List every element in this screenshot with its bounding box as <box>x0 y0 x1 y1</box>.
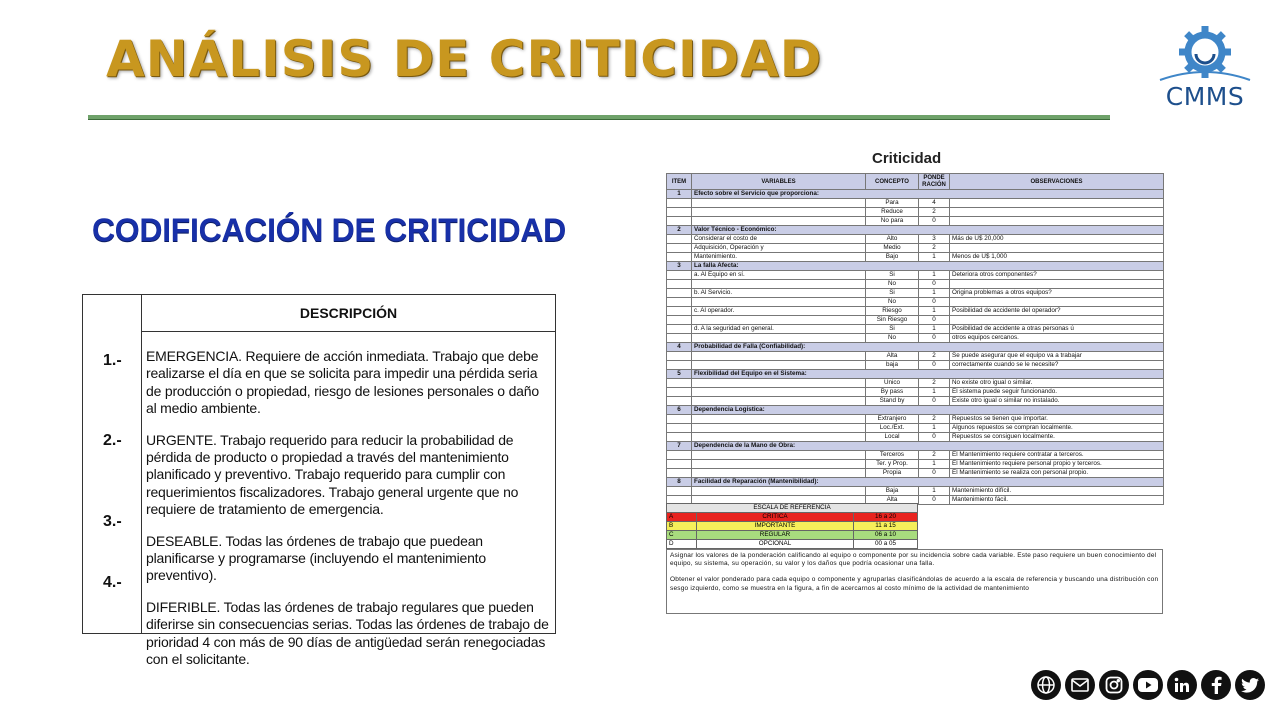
variable-cell: c. Al operador. <box>692 307 866 316</box>
section-label: La falla Afecta: <box>692 262 1164 271</box>
item-cell: 3 <box>667 262 692 271</box>
variable-cell: Considerar el costo de <box>692 235 866 244</box>
section-row <box>667 190 1164 199</box>
item-cell: 8 <box>667 478 692 487</box>
row-number: 1.- <box>103 352 122 369</box>
item-cell <box>667 379 692 388</box>
scale-label: IMPORTANTE <box>697 522 854 531</box>
item-cell <box>667 460 692 469</box>
table-row <box>667 253 1164 262</box>
description-text: URGENTE. Trabajo requerido para reducir la probabilidad de pérdida de producto o propiedad a través del mantenimiento planificado y preventivo. Trabajo requerido para cumplir con requerimientos fiscalizadores. Trabajo general urgente que no requiere de tratamiento de emergencia. <box>146 431 519 518</box>
observation-cell <box>950 298 1164 307</box>
instructions-note <box>666 549 1163 614</box>
weight-cell: 0 <box>919 397 950 406</box>
observation-cell <box>950 199 1164 208</box>
title-divider <box>88 115 1110 120</box>
reference-scale-table <box>666 503 918 549</box>
weight-cell: 1 <box>919 253 950 262</box>
social-links <box>1031 670 1265 704</box>
section-row <box>667 442 1164 451</box>
weight-cell: 2 <box>919 352 950 361</box>
section-row <box>667 406 1164 415</box>
table-row <box>667 379 1164 388</box>
table-row <box>667 208 1164 217</box>
concept-cell: Si <box>866 325 919 334</box>
item-cell: 4 <box>667 343 692 352</box>
variable-cell: Adquisición, Operación y <box>692 244 866 253</box>
table-row <box>667 388 1164 397</box>
observation-cell: El sistema puede seguir funcionando. <box>950 388 1164 397</box>
observation-cell: Repuestos se tienen que importar. <box>950 415 1164 424</box>
scale-label: CRITICA <box>697 513 854 522</box>
observation-cell: Deteriora otros componentes? <box>950 271 1164 280</box>
item-cell <box>667 244 692 253</box>
row-number: 3.- <box>103 513 122 530</box>
observation-cell: El Mantenimiento requiere contratar a terceros. <box>950 451 1164 460</box>
concept-cell: No <box>866 334 919 343</box>
scale-range: 00 a 05 <box>854 540 918 549</box>
section-row <box>667 478 1164 487</box>
observation-cell: Posibilidad de accidente a otras personas ú <box>950 325 1164 334</box>
scale-row <box>667 513 918 522</box>
section-row <box>667 370 1164 379</box>
item-cell <box>667 433 692 442</box>
item-cell: 6 <box>667 406 692 415</box>
observation-cell: correctamente cuando se le necesite? <box>950 361 1164 370</box>
weight-cell: 2 <box>919 415 950 424</box>
item-cell <box>667 397 692 406</box>
section-label: Probabilidad de Falla (Confiabilidad): <box>692 343 1164 352</box>
weight-cell: 1 <box>919 325 950 334</box>
table-row <box>667 334 1164 343</box>
description-header: DESCRIPCIÓN <box>142 295 555 332</box>
variable-cell <box>692 298 866 307</box>
item-cell <box>667 307 692 316</box>
table-row <box>667 199 1164 208</box>
concept-cell: By pass <box>866 388 919 397</box>
table-row <box>667 289 1164 298</box>
table-row <box>667 469 1164 478</box>
scale-letter: C <box>667 531 697 540</box>
variable-cell <box>692 280 866 289</box>
variable-cell <box>692 388 866 397</box>
item-cell <box>667 298 692 307</box>
item-cell: 1 <box>667 190 692 199</box>
variable-cell <box>692 469 866 478</box>
item-cell <box>667 352 692 361</box>
section-label: Facilidad de Reparación (Mantenibilidad): <box>692 478 1164 487</box>
variable-cell <box>692 334 866 343</box>
scale-letter: D <box>667 540 697 549</box>
scale-row <box>667 540 918 549</box>
section-label: Efecto sobre el Servicio que proporciona: <box>692 190 1164 199</box>
observation-cell: Algunos repuestos se compran localmente. <box>950 424 1164 433</box>
weight-cell: 1 <box>919 388 950 397</box>
criticidad-table <box>666 173 1164 505</box>
weight-cell: 0 <box>919 298 950 307</box>
weight-cell: 0 <box>919 361 950 370</box>
table-row <box>667 325 1164 334</box>
scale-row <box>667 522 918 531</box>
concept-cell: Para <box>866 199 919 208</box>
weight-cell: 0 <box>919 316 950 325</box>
number-column <box>83 295 142 633</box>
note-paragraph: Obtener el valor ponderado para cada equipo o componente y agruparlas clasificándolas de acuerdo a la escala de referencia y buscando una distribución con sesgo izquierdo, como se muestra en la figura, a fin de acercarnos al costo mínimo de la actividad de mantenimiento <box>670 576 1159 592</box>
concept-cell: No para <box>866 217 919 226</box>
table-row <box>667 271 1164 280</box>
observation-cell <box>950 316 1164 325</box>
cmms-logo <box>1155 24 1255 112</box>
item-cell <box>667 316 692 325</box>
item-cell <box>667 334 692 343</box>
table-row <box>667 316 1164 325</box>
section-subtitle: CODIFICACIÓN DE CRITICIDAD <box>92 212 566 248</box>
item-cell <box>667 415 692 424</box>
table-row <box>667 298 1164 307</box>
column-header: PONDE RACIÓN <box>919 174 950 190</box>
weight-cell: 0 <box>919 217 950 226</box>
section-label: Valor Técnico - Económico: <box>692 226 1164 235</box>
note-paragraph: Asignar los valores de la ponderación calificando al equipo o componente por su incidencia sobre cada variable. Este paso requiere un buen conocimiento del equipo, su sistema, su operación, su valor y los daños que podría ocasionar una falla. <box>670 552 1157 568</box>
section-label: Dependencia Logística: <box>692 406 1164 415</box>
item-cell <box>667 235 692 244</box>
instagram-icon[interactable] <box>1099 670 1129 700</box>
observation-cell: Repuestos se consiguen localmente. <box>950 433 1164 442</box>
concept-cell: Propia <box>866 469 919 478</box>
variable-cell <box>692 433 866 442</box>
item-cell <box>667 253 692 262</box>
variable-cell <box>692 217 866 226</box>
weight-cell: 2 <box>919 451 950 460</box>
table-row <box>667 433 1164 442</box>
table-row <box>667 244 1164 253</box>
variable-cell: Mantenimiento. <box>692 253 866 262</box>
variable-cell <box>692 487 866 496</box>
item-cell <box>667 271 692 280</box>
table-row <box>667 424 1164 433</box>
observation-cell <box>950 208 1164 217</box>
observation-cell: Más de U$ 20,000 <box>950 235 1164 244</box>
description-body <box>146 348 551 683</box>
weight-cell: 1 <box>919 487 950 496</box>
table-row <box>667 415 1164 424</box>
logo-text: CMMS <box>1165 82 1245 111</box>
weight-cell: 0 <box>919 334 950 343</box>
weight-cell: 1 <box>919 424 950 433</box>
gear-icon <box>1155 24 1255 86</box>
concept-cell: No <box>866 298 919 307</box>
variable-cell: a. Al Equipo en sí. <box>692 271 866 280</box>
concept-cell: Loc./Ext. <box>866 424 919 433</box>
table-row <box>667 235 1164 244</box>
observation-cell: Se puede asegurar que el equipo va a trabajar <box>950 352 1164 361</box>
scale-range: 11 a 15 <box>854 522 918 531</box>
scale-label: OPCIONAL <box>697 540 854 549</box>
concept-cell: Ter. y Prop. <box>866 460 919 469</box>
weight-cell: 0 <box>919 469 950 478</box>
variable-cell <box>692 316 866 325</box>
description-text: EMERGENCIA. Requiere de acción inmediata. Trabajo que debe realizarse el día en que se solicita para impedir una pérdida seria de producción o propiedad, riesgo de lesiones personales o daño al medio ambiente. <box>146 348 539 417</box>
item-cell <box>667 208 692 217</box>
observation-cell: otros equipos cercanos. <box>950 334 1164 343</box>
concept-cell: Riesgo <box>866 307 919 316</box>
variable-cell <box>692 451 866 460</box>
weight-cell: 3 <box>919 235 950 244</box>
item-cell <box>667 451 692 460</box>
column-header: OBSERVACIONES <box>950 174 1164 190</box>
variable-cell <box>692 460 866 469</box>
concept-cell: Único <box>866 379 919 388</box>
item-cell <box>667 469 692 478</box>
concept-cell: Sin Riesgo <box>866 316 919 325</box>
twitter-icon[interactable] <box>1235 670 1265 700</box>
table-row <box>667 217 1164 226</box>
concept-cell: Terceros <box>866 451 919 460</box>
section-row <box>667 343 1164 352</box>
description-table <box>82 294 556 668</box>
weight-cell: 1 <box>919 307 950 316</box>
concept-cell: Bajo <box>866 253 919 262</box>
observation-cell: No existe otro igual o similar. <box>950 379 1164 388</box>
table-row <box>667 280 1164 289</box>
weight-cell: 2 <box>919 244 950 253</box>
item-cell <box>667 487 692 496</box>
weight-cell: 2 <box>919 379 950 388</box>
scale-letter: A <box>667 513 697 522</box>
variable-cell <box>692 424 866 433</box>
observation-cell: El Mantenimiento requiere personal propio y terceros. <box>950 460 1164 469</box>
weight-cell: 4 <box>919 199 950 208</box>
variable-cell: d. A la seguridad en general. <box>692 325 866 334</box>
description-text: DIFERIBLE. Todas las órdenes de trabajo regulares que pueden diferirse sin consecuencias serias. Todas las órdenes de trabajo de prioridad 4 con más de 90 días de antigüedad serán renegociadas con el solicitante. <box>146 598 549 668</box>
scale-range: 06 a 10 <box>854 531 918 540</box>
concept-cell: Local <box>866 433 919 442</box>
scale-label: REGULAR <box>697 531 854 540</box>
concept-cell: baja <box>866 361 919 370</box>
concept-cell: Medio <box>866 244 919 253</box>
observation-cell: Origina problemas a otros equipos? <box>950 289 1164 298</box>
variable-cell: b. Al Servicio. <box>692 289 866 298</box>
row-number: 4.- <box>103 574 122 591</box>
weight-cell: 1 <box>919 289 950 298</box>
scale-row <box>667 531 918 540</box>
concept-cell: Extranjero <box>866 415 919 424</box>
mail-icon[interactable] <box>1065 670 1095 700</box>
column-header: ITEM <box>667 174 692 190</box>
section-label: Flexibilidad del Equipo en el Sistema: <box>692 370 1164 379</box>
variable-cell <box>692 379 866 388</box>
linkedin-icon[interactable] <box>1167 670 1197 700</box>
globe-icon[interactable] <box>1031 670 1061 700</box>
concept-cell: Alta <box>866 352 919 361</box>
observation-cell <box>950 217 1164 226</box>
table-row <box>667 451 1164 460</box>
item-cell <box>667 289 692 298</box>
youtube-icon[interactable] <box>1133 670 1163 700</box>
variable-cell <box>692 397 866 406</box>
observation-cell <box>950 244 1164 253</box>
observation-cell: Mantenimiento difícil. <box>950 487 1164 496</box>
facebook-icon[interactable] <box>1201 670 1231 700</box>
row-number: 2.- <box>103 432 122 449</box>
observation-cell: El Mantenimiento se realiza con personal propio. <box>950 469 1164 478</box>
column-header: VARIABLES <box>692 174 866 190</box>
weight-cell: 1 <box>919 271 950 280</box>
section-row <box>667 262 1164 271</box>
page-title: ANÁLISIS DE CRITICIDAD <box>106 30 823 88</box>
item-cell: 2 <box>667 226 692 235</box>
item-cell <box>667 217 692 226</box>
concept-cell: Reduce <box>866 208 919 217</box>
item-cell <box>667 325 692 334</box>
variable-cell <box>692 199 866 208</box>
weight-cell: 0 <box>919 433 950 442</box>
item-cell <box>667 424 692 433</box>
weight-cell: 0 <box>919 496 950 505</box>
weight-cell: 1 <box>919 460 950 469</box>
table-row <box>667 397 1164 406</box>
variable-cell <box>692 415 866 424</box>
section-row <box>667 226 1164 235</box>
weight-cell: 2 <box>919 208 950 217</box>
scale-range: 16 a 20 <box>854 513 918 522</box>
observation-cell <box>950 280 1164 289</box>
concept-cell: Baja <box>866 487 919 496</box>
item-cell: 5 <box>667 370 692 379</box>
item-cell: 7 <box>667 442 692 451</box>
concept-cell: Stand by <box>866 397 919 406</box>
description-text: DESEABLE. Todas las órdenes de trabajo que puedean planificarse y programarse (incluyendo el mantenimiento preventivo). <box>146 532 486 584</box>
observation-cell: Menos de U$ 1,000 <box>950 253 1164 262</box>
concept-cell: No <box>866 280 919 289</box>
table-row <box>667 487 1164 496</box>
concept-cell: Alta <box>866 496 919 505</box>
concept-cell: Si <box>866 289 919 298</box>
weight-cell: 0 <box>919 280 950 289</box>
scale-letter: B <box>667 522 697 531</box>
observation-cell: Mantenimiento fácil. <box>950 496 1164 505</box>
concept-cell: Si <box>866 271 919 280</box>
table-row <box>667 460 1164 469</box>
section-label: Dependencia de la Mano de Obra: <box>692 442 1164 451</box>
item-cell <box>667 388 692 397</box>
variable-cell <box>692 361 866 370</box>
item-cell <box>667 199 692 208</box>
observation-cell: Existe otro igual o similar no instalado. <box>950 397 1164 406</box>
variable-cell <box>692 352 866 361</box>
table-row <box>667 361 1164 370</box>
variable-cell <box>692 208 866 217</box>
scale-title: ESCALA DE REFERENCIA <box>667 504 918 513</box>
table-row <box>667 307 1164 316</box>
column-header: CONCEPTO <box>866 174 919 190</box>
observation-cell: Posibilidad de accidente del operador? <box>950 307 1164 316</box>
criticidad-title: Criticidad <box>872 150 942 167</box>
item-cell <box>667 361 692 370</box>
item-cell <box>667 280 692 289</box>
table-row <box>667 352 1164 361</box>
concept-cell: Alto <box>866 235 919 244</box>
